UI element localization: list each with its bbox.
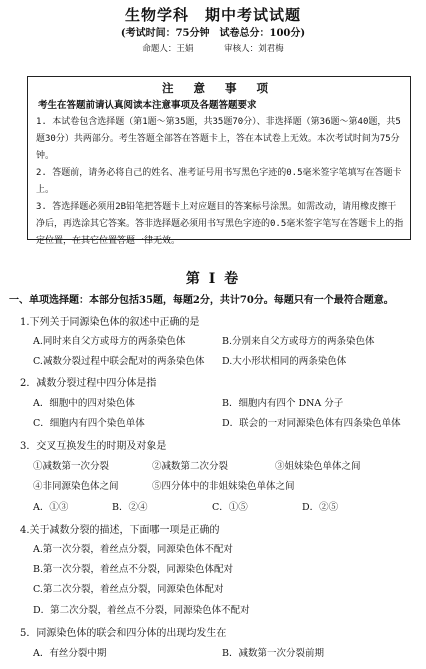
option: C.减数分裂过程中联会配对的两条染色体 (33, 356, 205, 367)
notice-box (27, 76, 411, 246)
reviewer-label: 审核人：刘君梅 (224, 44, 284, 54)
question-stem: 2．减数分裂过程中四分体是指 (20, 378, 157, 389)
setter-label: 命题人：王娟 (142, 44, 194, 54)
section-heading: 一、单项选择题：本部分包括35题，每题2分，共计70分。每题只有一个最符合题意。 (9, 295, 394, 306)
option: D.大小形状相同的两条染色体 (222, 356, 347, 367)
notice-item: 1. 本试卷包含选择题（第1题～第35题，共35题70分）、非选择题（第36题～第40题，共5题30分）共两部分。考生答题全部答在答题卡上，答在本试卷上无效。本次考试时间为75分钟。 (36, 117, 401, 161)
option: A．①③ (33, 502, 69, 513)
statement: ⑤四分体中的非姐妹染色单体之间 (152, 481, 295, 492)
question-stem: 3．交叉互换发生的时期及对象是 (20, 441, 167, 452)
option: B.分别来自父方或母方的两条染色体 (222, 336, 375, 347)
option: A．有丝分裂中期 (33, 648, 107, 659)
exam-authors (0, 42, 426, 54)
part-title: 第 Ⅰ 卷 (185, 271, 241, 287)
option: A．细胞中的四对染色体 (33, 398, 135, 409)
statement: ①减数第一次分裂 (33, 461, 110, 472)
statement: ④非同源染色体之间 (33, 481, 119, 492)
question-stem: 5．同源染色体的联会和四分体的出现均发生在 (20, 628, 227, 639)
question-stem: 4.关于减数分裂的描述，下面哪一项是正确的 (20, 525, 220, 536)
notice-item: 2. 答题前，请务必将自己的姓名、准考证号用书写黑色字迹的0.5毫米签字笔填写在答题卡上。 (36, 168, 402, 195)
exam-subtitle: (考试时间：75分钟 试卷总分：100分) (120, 28, 306, 39)
notice-body (36, 114, 404, 250)
exam-title: 生物学科 期中考试试题 (124, 6, 301, 24)
notice-title: 注 意 事 项 (161, 81, 276, 95)
option: B.第一次分裂，着丝点不分裂，同源染色体配对 (33, 564, 234, 575)
option: D．②⑤ (302, 502, 339, 513)
question-stem: 1.下列关于同源染色体的叙述中正确的是 (20, 317, 200, 328)
option: C．①⑤ (212, 502, 248, 513)
option: B．②④ (112, 502, 148, 513)
notice-item: 3. 答选择题必须用2B铅笔把答题卡上对应题目的答案标号涂黑。如需改动，请用橡皮擦干净后，再选涂其它答案。答非选择题必须用书写黑色字迹的0.5毫米签字笔写在答题卡上的指定位置，在其它位置答题一律无效。 (36, 202, 404, 246)
statement: ②减数第二次分裂 (152, 461, 229, 472)
option: B．细胞内有四个 DNA 分子 (222, 398, 344, 409)
option: C.第二次分裂，着丝点分裂，同源染色体配对 (33, 584, 224, 595)
statement: ③姐妹染色单体之间 (275, 461, 361, 472)
option: D．联会的一对同源染色体有四条染色单体 (222, 418, 401, 429)
notice-subtitle: 考生在答题前请认真阅读本注意事项及各题答题要求 (38, 100, 257, 111)
option: A.第一次分裂，着丝点分裂，同源染色体不配对 (33, 544, 233, 555)
option: A.同时来自父方或母方的两条染色体 (33, 336, 186, 347)
option: B．减数第一次分裂前期 (222, 648, 324, 659)
option: C．细胞内有四个染色单体 (33, 418, 145, 429)
option: D．第二次分裂，着丝点不分裂，同源染色体不配对 (33, 605, 250, 616)
